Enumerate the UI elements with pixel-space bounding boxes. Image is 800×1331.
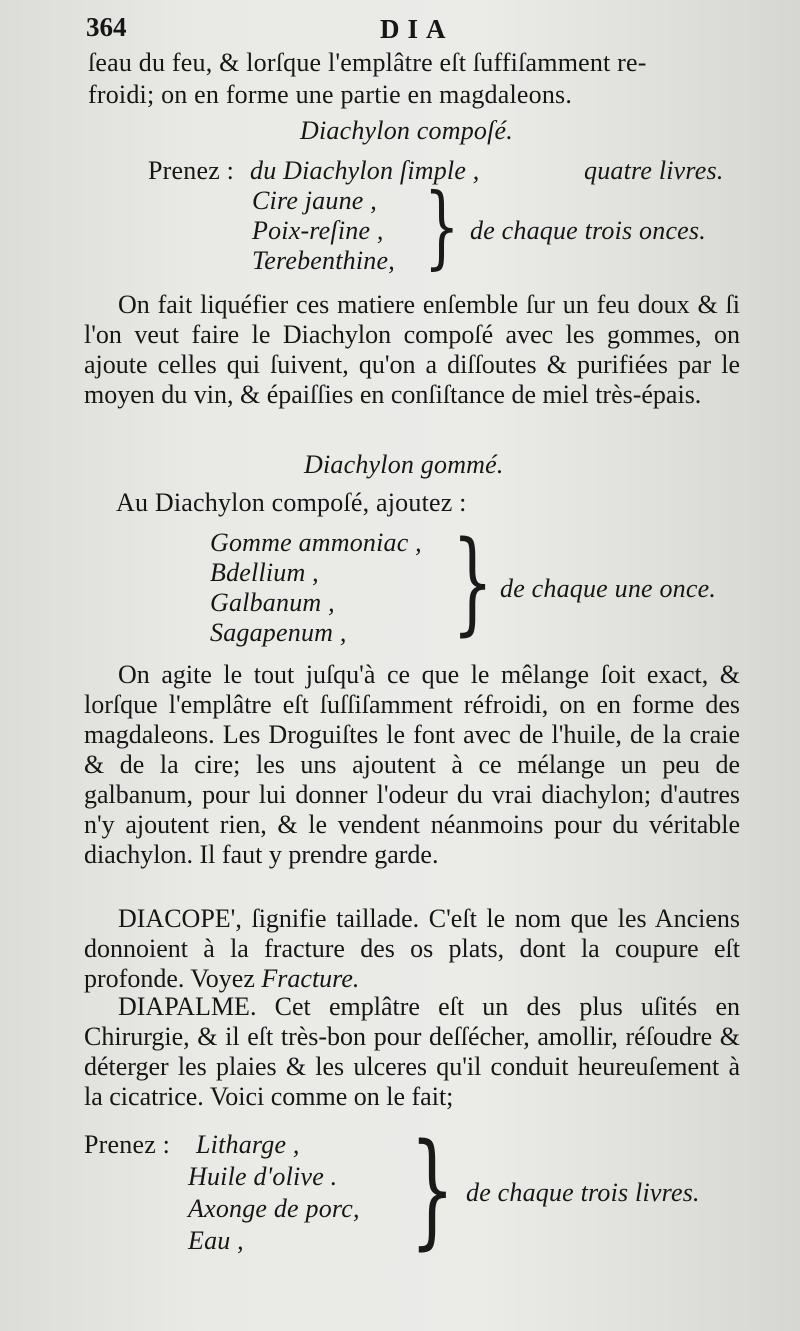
page-number: 364 [86, 12, 127, 42]
dictionary-entry [84, 992, 740, 1112]
quantity: de chaque une once. [500, 574, 717, 603]
section-title: Diachylon compoſé. [300, 116, 513, 145]
paragraph: On fait liquéfier ces matiere enſemble ſur un feu doux & ſi l'on veut faire le Diachylon compoſé avec les gommes, on ajoute celles qui ſuivent, qu'on a diſſoutes & purifiées par le moyen du vin, & épaiſſies en conſiſtance de miel très-épais. [84, 290, 740, 409]
ingredient: Galbanum , [210, 588, 335, 617]
running-title: DIA [380, 14, 454, 44]
curly-brace-icon: } [410, 1118, 455, 1263]
quantity: de chaque trois onces. [470, 216, 706, 245]
text-line: ſeau du feu, & lorſque l'emplâtre eſt ſuffiſamment re- [88, 48, 647, 77]
recipe-intro: Au Diachylon compoſé, ajoutez : [116, 488, 467, 517]
cross-reference: Fracture. [261, 964, 360, 993]
section-title: Diachylon gommé. [304, 450, 504, 479]
ingredient: Eau , [188, 1226, 244, 1255]
entry-term: DIACOPE' [118, 904, 236, 933]
prenez-label: Prenez : [148, 156, 235, 185]
dictionary-entry [84, 904, 740, 994]
ingredient: Litharge , [196, 1130, 300, 1159]
prenez-label: Prenez : [84, 1130, 171, 1159]
ingredient: Gomme ammoniac , [210, 528, 422, 557]
ingredient: Poix-reſine , [252, 216, 384, 245]
entry-text: Cet emplâtre eſt un des plus uſités en Chirurgie, & il eſt très-bon pour deſſécher, amollir, réſoudre & déterger les plaies & les ulceres qu'il conduit heureuſement à la cicatrice. Voici comme on le fait; [84, 992, 740, 1111]
quantity: quatre livres. [584, 156, 724, 185]
paragraph: On agite le tout juſqu'à ce que le mêlange ſoit exact, & lorſque l'emplâtre eſt ſuſſiſamment réfroidi, on en forme des magdaleons. Les Droguiſtes le font avec de l'huile, de la craie & de la cire; les uns ajoutent à ce mélange un peu de galbanum, pour lui donner l'odeur du vrai diachylon; d'autres n'y ajoutent rien, & le vendent néanmoins pour du véritable diachylon. Il faut y prendre garde. [84, 660, 740, 869]
ingredient: Huile d'olive . [188, 1162, 338, 1191]
curly-brace-icon: } [424, 173, 460, 280]
ingredient: Axonge de porc, [188, 1194, 360, 1223]
ingredient: Terebenthine, [252, 246, 395, 275]
text-line: froidi; on en forme une partie en magdaleons. [88, 80, 573, 109]
curly-brace-icon: } [452, 516, 494, 647]
ingredient: Sagapenum , [210, 618, 347, 647]
entry-term: DIAPALME. [118, 992, 257, 1021]
ingredient: du Diachylon ſimple , [250, 156, 480, 185]
ingredient: Cire jaune , [252, 186, 377, 215]
ingredient: Bdellium , [210, 558, 319, 587]
entry-text: , ſignifie taillade. C'eſt le nom que les Anciens donnoient à la fracture des os plats, dont la coupure eſt profonde. Voyez [84, 904, 740, 993]
quantity: de chaque trois livres. [466, 1178, 700, 1207]
